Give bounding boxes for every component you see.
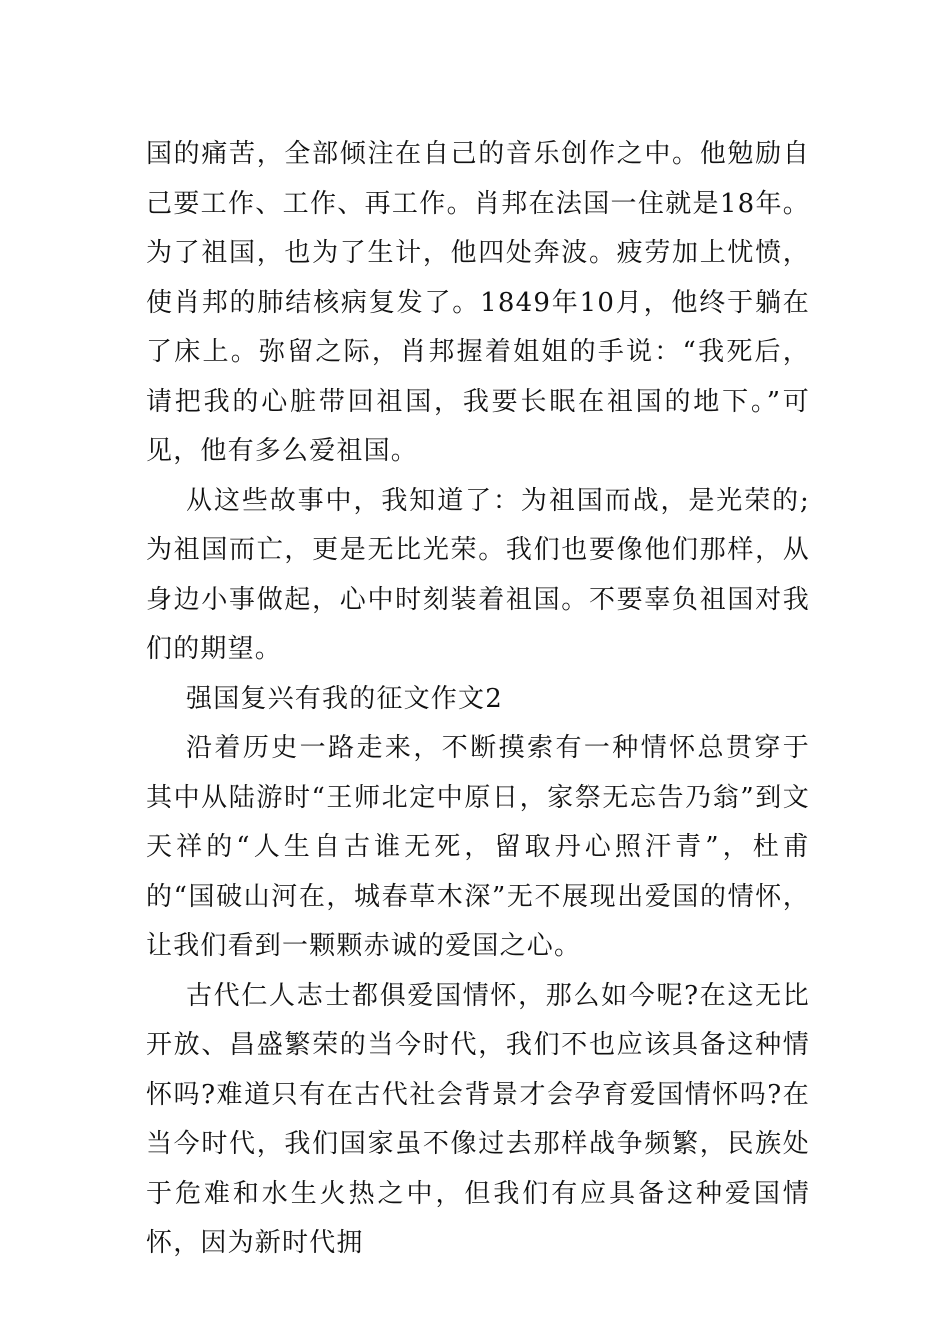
body-paragraph: 古代仁人志士都俱爱国情怀，那么如今呢?在这无比开放、昌盛繁荣的当今时代，我们不也应该具备这种情怀吗?难道只有在古代社会背景才会孕育爱国情怀吗?在当今时代，我们国家虽不像过去那样战争频繁，民族处于危难和水生火热之中，但我们有应具备这种爱国情怀，因为新时代拥 [146, 980, 810, 1258]
body-paragraph: 从这些故事中，我知道了：为祖国而战，是光荣的;为祖国而亡，更是无比光荣。我们也要像他们那样，从身边小事做起，心中时刻装着祖国。不要辜负祖国对我们的期望。 [146, 485, 810, 664]
essay-heading: 强国复兴有我的征文作文2 [186, 683, 503, 714]
body-paragraph: 沿着历史一路走来，不断摸索有一种情怀总贯穿于其中从陆游时“王师北定中原日，家祭无忘告乃翁”到文天祥的“人生自古谁无死，留取丹心照汗青”，杜甫的“国破山河在，城春草木深”无不展现出爱国的情怀，让我们看到一颗颗赤诚的爱国之心。 [146, 733, 810, 961]
body-paragraph: 国的痛苦，全部倾注在自己的音乐创作之中。他勉励自己要工作、工作、再工作。肖邦在法国一住就是18年。为了祖国，也为了生计，他四处奔波。疲劳加上忧愤，使肖邦的肺结核病复发了。1849年10月，他终于躺在了床上。弥留之际，肖邦握着姐姐的手说：“我死后，请把我的心脏带回祖国，我要长眠在祖国的地下。”可见，他有多么爱祖国。 [146, 139, 810, 466]
document-body [146, 130, 810, 1269]
